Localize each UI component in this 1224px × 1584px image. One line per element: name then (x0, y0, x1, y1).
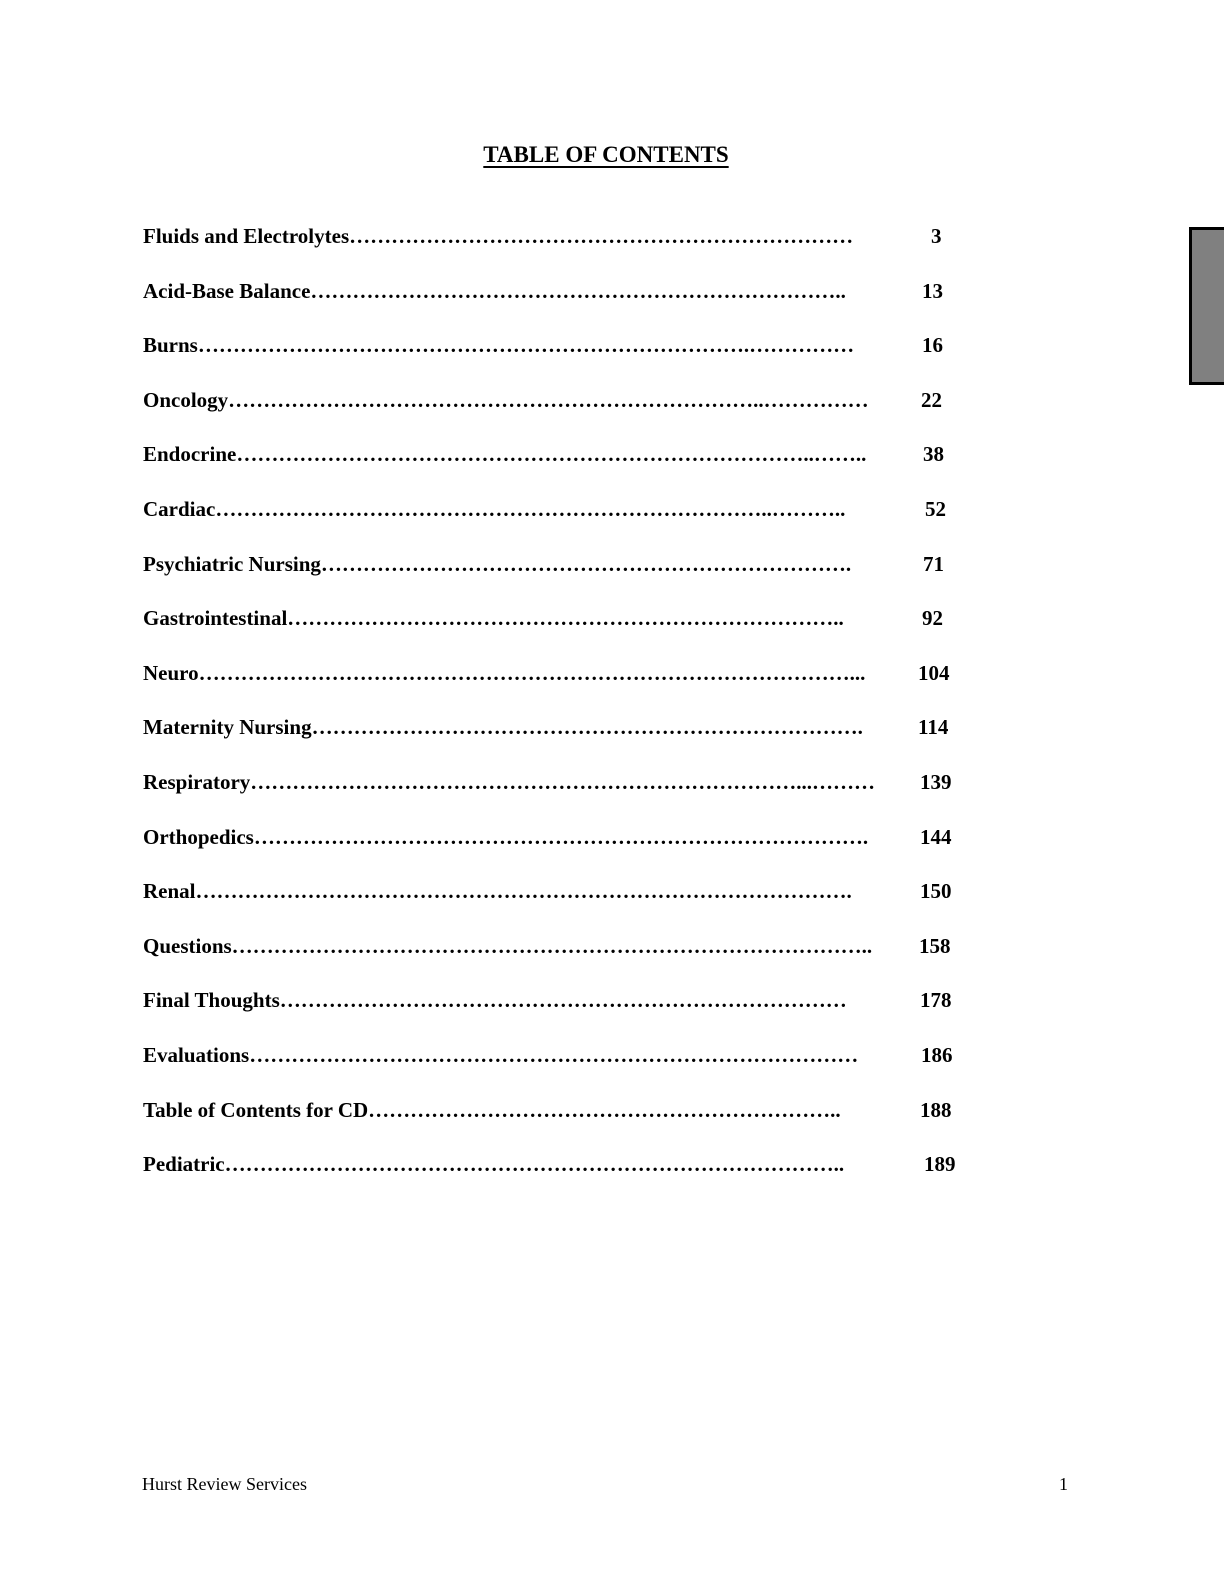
toc-entry-page: 186 (921, 1042, 953, 1067)
toc-entry (143, 661, 963, 716)
toc-entry-label: Maternity Nursing……………………………………………………………………. (143, 715, 863, 740)
toc-entry-page: 3 (931, 224, 942, 248)
toc-entry-label: Endocrine………………………………………………………………………..…….. (143, 442, 867, 467)
toc-entry-label: Psychiatric Nursing…………………………………………………………………. (143, 551, 852, 576)
toc-entry (143, 1098, 963, 1153)
toc-entry-page: 22 (921, 387, 942, 412)
toc-entry (143, 825, 963, 880)
toc-entry-label: Orthopedics……………………………………………………………………………. (143, 824, 869, 849)
toc-entry (143, 1152, 963, 1207)
toc-entry-page: 114 (918, 715, 949, 740)
toc-entry (143, 333, 963, 388)
toc-entry-label: Gastrointestinal…………………………………………………………………….. (143, 606, 844, 631)
toc-entry-label: Evaluations…………………………………………………………………………… (143, 1042, 859, 1067)
page-title-text: TABLE OF CONTENTS (483, 142, 729, 167)
toc-entry-label: Final Thoughts……………………………………………………………………… (143, 988, 847, 1013)
toc-entry-page: 71 (923, 551, 944, 576)
toc-entry (143, 552, 963, 607)
toc-entry-page: 13 (922, 278, 943, 303)
toc-entry-label: Questions……………………………………………………………………………….. (143, 933, 873, 958)
toc-entry-page: 139 (920, 769, 952, 794)
toc-entry (143, 715, 963, 770)
toc-entry (143, 442, 963, 497)
toc-entry (143, 606, 963, 661)
toc-entry (143, 770, 963, 825)
toc-entry-page: 189 (924, 1152, 956, 1177)
toc-entry (143, 497, 963, 552)
footer-page-number: 1 (1059, 1474, 1068, 1494)
toc-entry-page: 16 (922, 333, 943, 358)
toc-entry-label: Oncology…………………………………………………………………..…………… (143, 387, 869, 412)
toc-entry (143, 1043, 963, 1098)
toc-entry (143, 224, 963, 279)
toc-entry (143, 388, 963, 443)
toc-entry (143, 934, 963, 989)
toc-entry-label: Respiratory……………………………………………………………………...……… (143, 769, 876, 794)
toc-entry (143, 279, 963, 334)
page-title (0, 142, 1212, 168)
toc-entry-page: 144 (920, 824, 952, 849)
toc-entry-label: Table of Contents for CD………………………………………………………….. (143, 1097, 841, 1122)
toc-entry-label: Cardiac……………………………………………………………………..……….. (143, 496, 846, 521)
toc-entry-page: 178 (920, 988, 952, 1013)
section-tab-marker (1189, 227, 1224, 385)
toc-entry (143, 879, 963, 934)
toc-entry-label: Burns…………………………………………………………………….…………… (143, 333, 855, 358)
toc-entry-label: Fluids and Electrolytes……………………………………………………………… (143, 224, 854, 248)
toc-entry (143, 988, 963, 1043)
footer-publisher: Hurst Review Services (142, 1474, 307, 1494)
toc-entry-label: Renal…………………………………………………………………………………. (143, 879, 852, 904)
toc-entry-label: Neuro…………………………………………………………………………………... (143, 660, 866, 685)
toc-entry-page: 52 (925, 496, 946, 521)
toc-entry-page: 188 (920, 1097, 952, 1122)
toc-entry-page: 38 (923, 442, 944, 467)
toc-entry-label: Pediatric…………………………………………………………………………….. (143, 1152, 845, 1177)
toc-entry-page: 158 (919, 933, 951, 958)
toc-entry-page: 150 (920, 879, 952, 904)
toc-entry-page: 92 (922, 606, 943, 631)
table-of-contents (143, 224, 963, 1207)
toc-entry-label: Acid-Base Balance………………………………………………………………….. (143, 278, 846, 303)
toc-entry-page: 104 (918, 660, 950, 685)
